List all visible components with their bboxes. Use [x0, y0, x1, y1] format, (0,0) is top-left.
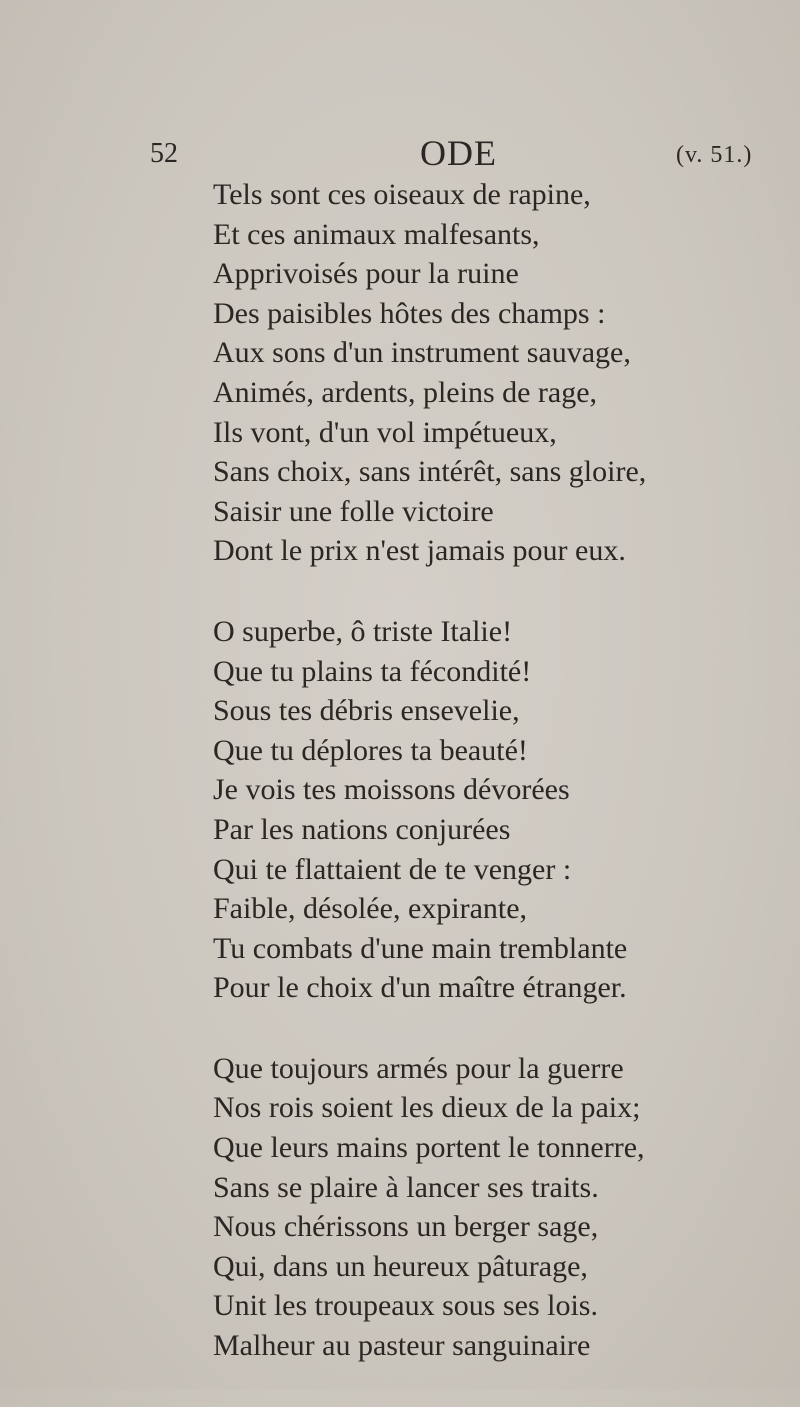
verse-line: Nos rois soient les dieux de la paix;: [213, 1091, 641, 1125]
verse-line: Qui te flattaient de te venger :: [213, 852, 572, 886]
verse-line: Pour le choix d'un maître étranger.: [213, 971, 627, 1005]
verse-line: Sans choix, sans intérêt, sans gloire,: [213, 455, 647, 489]
verse-line: Nous chérissons un berger sage,: [213, 1210, 599, 1244]
verse-line: Malheur au pasteur sanguinaire: [213, 1329, 591, 1363]
verse-line: Dont le prix n'est jamais pour eux.: [213, 534, 626, 568]
page-number: 52: [150, 138, 178, 169]
poem-body: [213, 175, 773, 1407]
verse-line: Que toujours armés pour la guerre: [213, 1051, 624, 1085]
stanza-3: [213, 1049, 773, 1366]
verse-line: Par les nations conjurées: [213, 812, 511, 846]
verse-line: Ils vont, d'un vol impétueux,: [213, 415, 557, 449]
verse-line: Apprivoisés pour la ruine: [213, 257, 519, 291]
verse-line: Tu combats d'une main tremblante: [213, 931, 628, 965]
verse-line: Saisir une folle victoire: [213, 494, 494, 528]
stanza-2: [213, 612, 773, 1008]
verse-line: Je vois tes moissons dévorées: [213, 773, 570, 807]
verse-line: Que tu plains ta fécondité!: [213, 654, 532, 688]
stanza-1: [213, 175, 773, 571]
verse-reference: (v. 51.): [676, 142, 753, 168]
verse-line: Unit les troupeaux sous ses lois.: [213, 1289, 598, 1323]
verse-line: Des paisibles hôtes des champs :: [213, 296, 606, 330]
verse-line: Tels sont ces oiseaux de rapine,: [213, 178, 591, 211]
verse-line: Sous tes débris ensevelie,: [213, 694, 520, 728]
verse-line: Animés, ardents, pleins de rage,: [213, 375, 598, 409]
verse-line: O superbe, ô triste Italie!: [213, 614, 513, 648]
verse-line: Sans se plaire à lancer ses traits.: [213, 1170, 599, 1204]
verse-line: Faible, désolée, expirante,: [213, 892, 528, 926]
verse-line: Aux sons d'un instrument sauvage,: [213, 336, 631, 370]
verse-line: Et ces animaux malfesants,: [213, 217, 540, 251]
verse-line: Qui, dans un heureux pâturage,: [213, 1249, 588, 1283]
verse-line: Que tu déplores ta beauté!: [213, 733, 528, 767]
verse-line: Que leurs mains portent le tonnerre,: [213, 1131, 645, 1165]
running-title: ODE: [420, 133, 497, 173]
